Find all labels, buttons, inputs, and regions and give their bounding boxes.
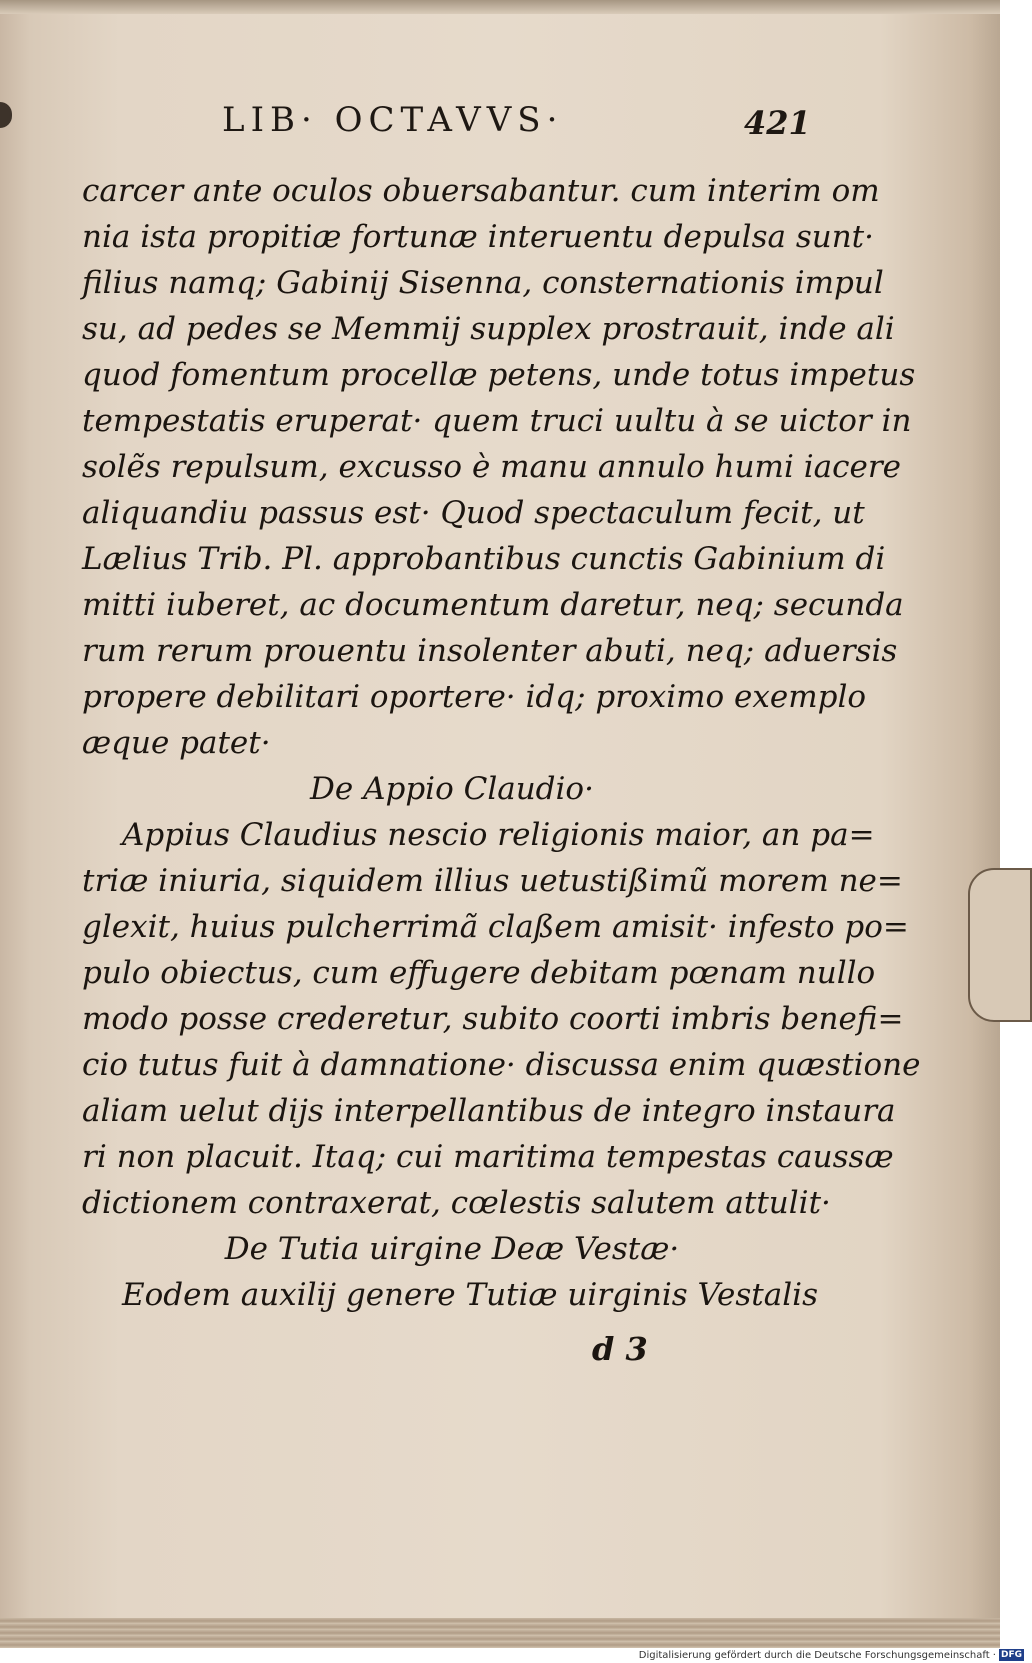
text-line: dictionem contraxerat, cœlestis salutem attulit· bbox=[82, 1185, 831, 1221]
text-line: propere debilitari oportere· idq; proximo exemplo bbox=[82, 679, 867, 715]
text-line: su, ad pedes se Memmij supplex prostrauit, inde ali bbox=[82, 311, 895, 347]
text-line: aliquandiu passus est· Quod spectaculum fecit, ut bbox=[82, 495, 865, 531]
text-line: aliam uelut dijs interpellantibus de integro instaura bbox=[82, 1093, 896, 1129]
section-heading: De Appio Claudio· bbox=[310, 771, 594, 807]
credit-text: Digitalisierung gefördert durch die Deutsche Forschungsgemeinschaft · bbox=[638, 1650, 996, 1661]
section-heading: De Tutia uirgine Deæ Vestæ· bbox=[224, 1231, 680, 1267]
text-line: quod fomentum procellæ petens, unde totus impetus bbox=[82, 357, 916, 393]
text-line: rum rerum prouentu insolenter abuti, neq; aduersis bbox=[82, 633, 898, 669]
page-bottom-edge bbox=[0, 1618, 1000, 1648]
text-line: filius namq; Gabinij Sisenna, consternationis impul bbox=[82, 265, 884, 301]
text-line: modo posse crederetur, subito coorti imbris benefi= bbox=[82, 1001, 904, 1037]
text-line: æque patet· bbox=[82, 725, 271, 761]
running-head: LIB· OCTAVVS· bbox=[222, 100, 564, 140]
dfg-logo: DFG bbox=[1000, 1650, 1022, 1660]
text-line: tempestatis eruperat· quem truci uultu à se uictor in bbox=[82, 403, 912, 439]
text-line: Eodem auxilij genere Tutiæ uirginis Vestalis bbox=[122, 1277, 818, 1313]
signature-mark: d 3 bbox=[592, 1330, 648, 1368]
text-line: mitti iuberet, ac documentum daretur, neq; secunda bbox=[82, 587, 904, 623]
text-line: pulo obiectus, cum effugere debitam pœnam nullo bbox=[82, 955, 876, 991]
text-line: cio tutus fuit à damnatione· discussa enim quæstione bbox=[82, 1047, 921, 1083]
page-tab-mark bbox=[968, 868, 1032, 1022]
text-line: Appius Claudius nescio religionis maior, an pa= bbox=[122, 817, 875, 853]
text-line: glexit, huius pulcherrimã claßem amisit· infesto po= bbox=[82, 909, 909, 945]
text-line: triæ iniuria, siquidem illius uetustißimũ morem ne= bbox=[82, 863, 903, 899]
body-text bbox=[82, 168, 921, 1318]
page-number: 421 bbox=[744, 104, 811, 142]
text-line: Lælius Trib. Pl. approbantibus cunctis Gabinium di bbox=[82, 541, 886, 577]
text-line: ri non placuit. Itaq; cui maritima tempestas caussæ bbox=[82, 1139, 894, 1175]
digitization-credit bbox=[639, 1649, 1024, 1661]
text-line: nia ista propitiæ fortunæ interuentu depulsa sunt· bbox=[82, 219, 874, 255]
text-line: solẽs repulsum, excusso è manu annulo humi iacere bbox=[82, 449, 901, 485]
page-top-edge bbox=[0, 0, 1000, 14]
text-line: carcer ante oculos obuersabantur. cum interim om bbox=[82, 173, 880, 209]
binding-hole bbox=[0, 102, 12, 128]
